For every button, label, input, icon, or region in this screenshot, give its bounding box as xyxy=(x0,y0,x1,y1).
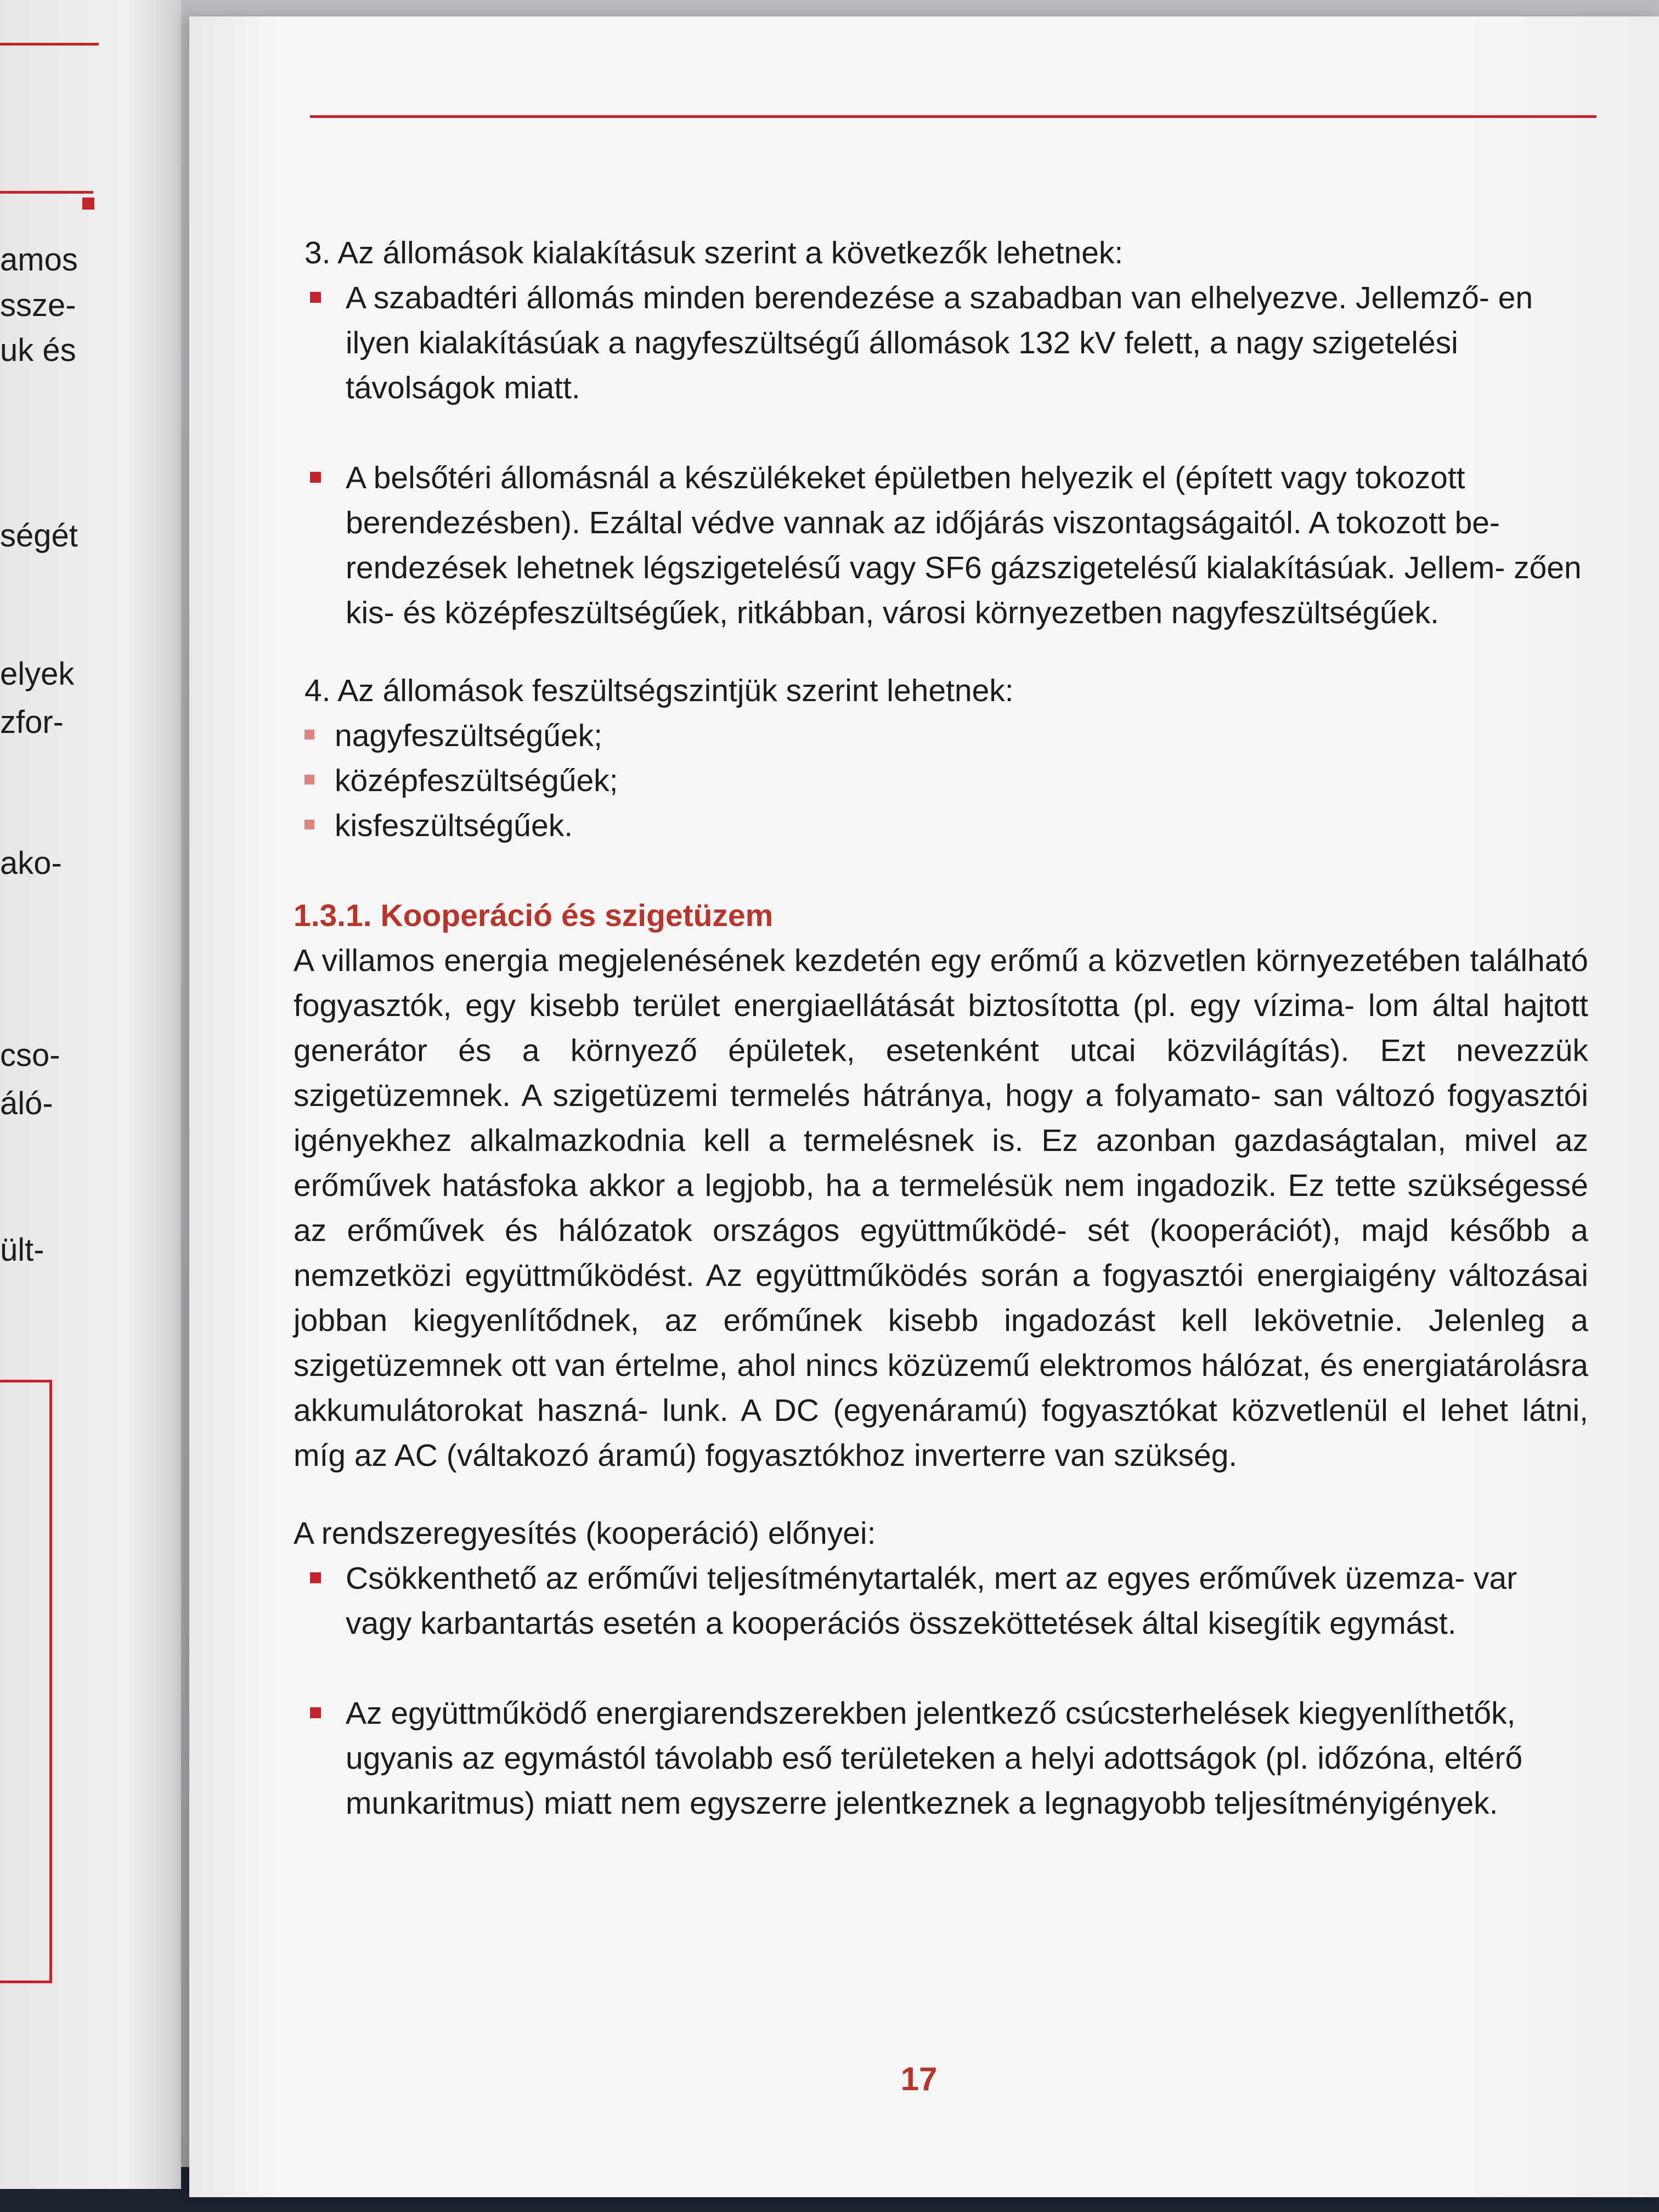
list-item-text: A szabadtéri állomás minden berendezése a szabadban van elhelyezve. Jellemző- en ilyen kialakításúak a nagyfeszültségű állomások 132 kV felett, a nagy szigetelési távolságok miatt. xyxy=(346,280,1533,405)
document-page xyxy=(189,16,1659,2197)
left-facing-page xyxy=(0,0,181,2189)
page-body xyxy=(294,230,1588,1826)
list-item xyxy=(294,713,1588,758)
left-page-rule-2 xyxy=(0,191,93,194)
body-paragraph: A villamos energia megjelenésének kezdetén egy erőmű a közvetlen környezetében található fogyasztók, egy kisebb terület energiaellátását biztosította (pl. egy vízima- lom által hajtott generátor és a környező épületek, esetenként utcai közvilágítás). Ezt nevezzük szigetüzemnek. A szigetüzemi termelés hátránya, hogy a folyamato- san változó fogyasztói igényekhez alkalmazkodnia kell a termelésnek is. Ez azonban gazdaságtalan, mivel az erőművek hatásfoka akkor a legjobb, ha a termelésük nem ingadozik. Ez tette szükségessé az erőművek és hálózatok országos együttműködé- sét (kooperációt), majd később a nemzetközi együttműködést. Az együttműködés során a fogyasztói energiaigény változásai jobban kiegyenlítődnek, az erőműnek kisebb ingadozást kell lekövetnie. Jelenleg a szigetüzemnek ott van értelme, ahol nincs közüzemű elektromos hálózat, és energiatárolásra akkumulátorokat haszná- lunk. A DC (egyenáramú) fogyasztókat közvetlenül el lehet látni, míg az AC (váltakozó áramú) fogyasztókhoz inverterre van szükség. xyxy=(294,943,1588,1473)
list-item-text: kisfeszültségűek. xyxy=(335,808,573,843)
spacer xyxy=(294,410,1588,455)
list-item-text: középfeszültségűek; xyxy=(335,763,618,798)
bullet-square-icon xyxy=(310,472,321,483)
left-page-rule xyxy=(0,43,99,46)
list-item xyxy=(294,1556,1588,1646)
header-rule xyxy=(310,115,1596,118)
bullet-square-icon xyxy=(310,292,321,303)
left-text-fragment: elyek xyxy=(0,656,75,692)
list-item xyxy=(294,758,1588,803)
left-text-fragment: cso- xyxy=(0,1037,60,1073)
list-item xyxy=(294,1691,1588,1826)
left-text-fragment: uk és xyxy=(0,332,76,368)
left-text-fragment: ako- xyxy=(0,845,62,881)
list-item-text: nagyfeszültségűek; xyxy=(335,718,602,753)
list-item xyxy=(294,803,1588,848)
list-item-text: Csökkenthető az erőművi teljesítménytartalék, mert az egyes erőművek üzemza- var vagy karbantartás esetén a kooperációs összeköttetések által kisegítik egymást. xyxy=(346,1561,1517,1641)
section-3-list xyxy=(294,275,1588,635)
left-text-fragment: amos xyxy=(0,242,78,278)
left-text-fragment: ssze- xyxy=(0,287,76,323)
list-item xyxy=(294,455,1588,635)
spacer xyxy=(294,848,1588,893)
spacer xyxy=(294,1646,1588,1691)
list-item-text: Az együttműködő energiarendszerekben jelentkező csúcsterhelések kiegyenlíthetők, ugyanis az egymástól távolabb eső területeken a helyi adottságok (pl. időzóna, eltérő munkaritmus) miatt nem egyszerre jelentkeznek a legnagyobb teljesítményigények. xyxy=(346,1696,1523,1821)
spacer xyxy=(294,1478,1588,1511)
section-title: 1.3.1. Kooperáció és szigetüzem xyxy=(294,898,774,933)
advantages-list xyxy=(294,1556,1588,1826)
left-text-fragment: áló- xyxy=(0,1086,53,1121)
section-4-heading: 4. Az állomások feszültségszintjük szerint lehetnek: xyxy=(304,673,1014,708)
left-text-fragment: zfor- xyxy=(0,704,64,740)
page-number: 17 xyxy=(900,2061,938,2097)
left-page-marker xyxy=(82,198,94,210)
section-4-list xyxy=(294,713,1588,848)
list-item-text: A belsőtéri állomásnál a készülékeket épületben helyezik el (épített vagy tokozott berendezésben). Ezáltal védve vannak az időjárás viszontagságaitól. A tokozott be- rendezések lehetnek légszigetelésű vagy SF6 gázszigetelésű kialakításúak. Jellem- zően kis- és középfeszültségűek, ritkábban, városi környezetben nagyfeszültségűek. xyxy=(346,460,1582,630)
bullet-square-icon xyxy=(304,730,314,740)
bullet-square-icon xyxy=(310,1707,321,1718)
bullet-square-icon xyxy=(304,820,314,830)
bullet-square-icon xyxy=(304,775,314,785)
bullet-square-icon xyxy=(310,1572,321,1583)
advantages-heading: A rendszeregyesítés (kooperáció) előnyei: xyxy=(294,1516,876,1551)
list-item xyxy=(294,275,1588,410)
left-text-fragment: ült- xyxy=(0,1232,44,1268)
section-3-heading: 3. Az állomások kialakításuk szerint a következők lehetnek: xyxy=(304,235,1124,270)
left-text-fragment: ségét xyxy=(0,518,78,554)
spacer xyxy=(294,635,1588,668)
left-page-frame xyxy=(0,1380,52,1983)
